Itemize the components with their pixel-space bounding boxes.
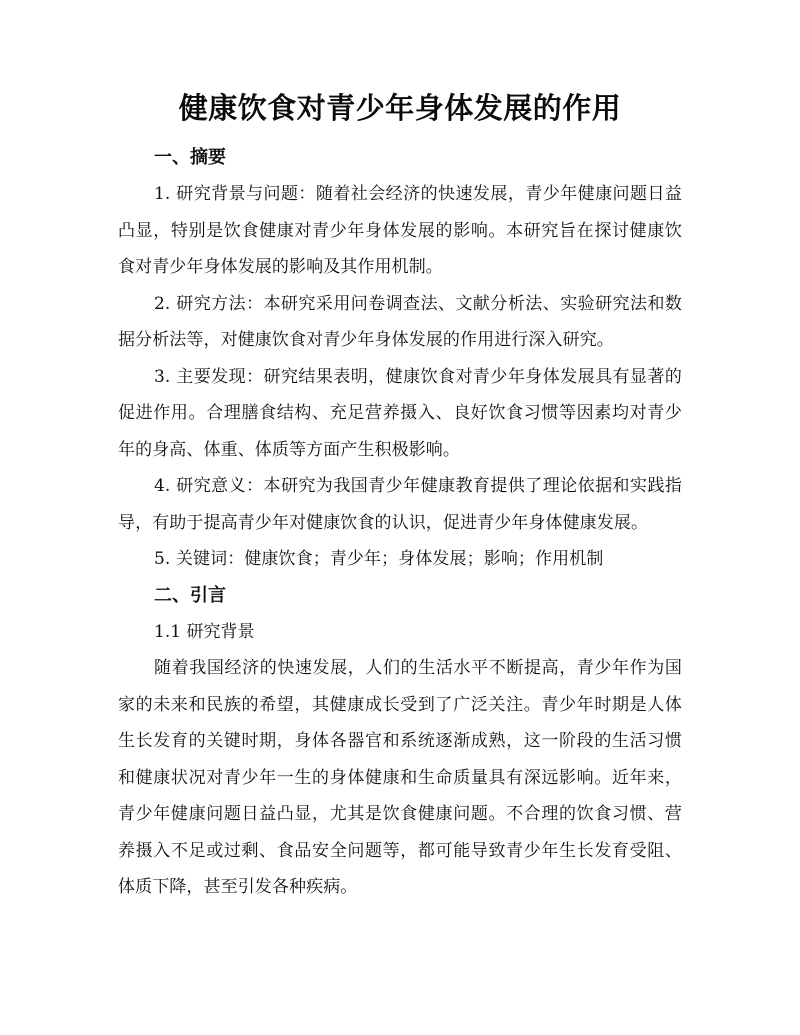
document-title: 健康饮食对青少年身体发展的作用: [178, 91, 622, 125]
document-page: [118, 88, 682, 906]
abstract-item-significance: 4. 研究意义：本研究为我国青少年健康教育提供了理论依据和实践指导，有助于提高青少年对健康饮食的认识，促进青少年身体健康发展。: [118, 476, 682, 533]
section-heading-introduction: 二、引言: [154, 584, 226, 606]
section-heading-abstract: 一、摘要: [154, 147, 226, 168]
abstract-item-findings: 3. 主要发现：研究结果表明，健康饮食对青少年身体发展具有显著的促进作用。合理膳食结构、充足营养摄入、良好饮食习惯等因素均对青少年的身高、体重、体质等方面产生积极影响。: [118, 366, 682, 460]
abstract-item-background: 1. 研究背景与问题：随着社会经济的快速发展，青少年健康问题日益凸显，特别是饮食健康对青少年身体发展的影响。本研究旨在探讨健康饮食对青少年身体发展的影响及其作用机制。: [118, 184, 682, 277]
abstract-item-keywords: 5. 关键词：健康饮食；青少年；身体发展；影响；作用机制: [154, 549, 604, 569]
abstract-item-methods: 2. 研究方法：本研究采用问卷调查法、文献分析法、实验研究法和数据分析法等，对健康饮食对青少年身体发展的作用进行深入研究。: [118, 293, 682, 350]
subsection-heading-background: 1.1 研究背景: [154, 621, 255, 642]
introduction-paragraph: 随着我国经济的快速发展，人们的生活水平不断提高，青少年作为国家的未来和民族的希望，其健康成长受到了广泛关注。青少年时期是人体生长发育的关键时期，身体各器官和系统逐渐成熟，这一阶段的生活习惯和健康状况对青少年一生的身体健康和生命质量具有深远影响。近年来，青少年健康问题日益凸显，尤其是饮食健康问题。不合理的饮食习惯、营养摄入不足或过剩、食品安全问题等，都可能导致青少年生长发育受阻、体质下降，甚至引发各种疾病。: [118, 658, 682, 897]
